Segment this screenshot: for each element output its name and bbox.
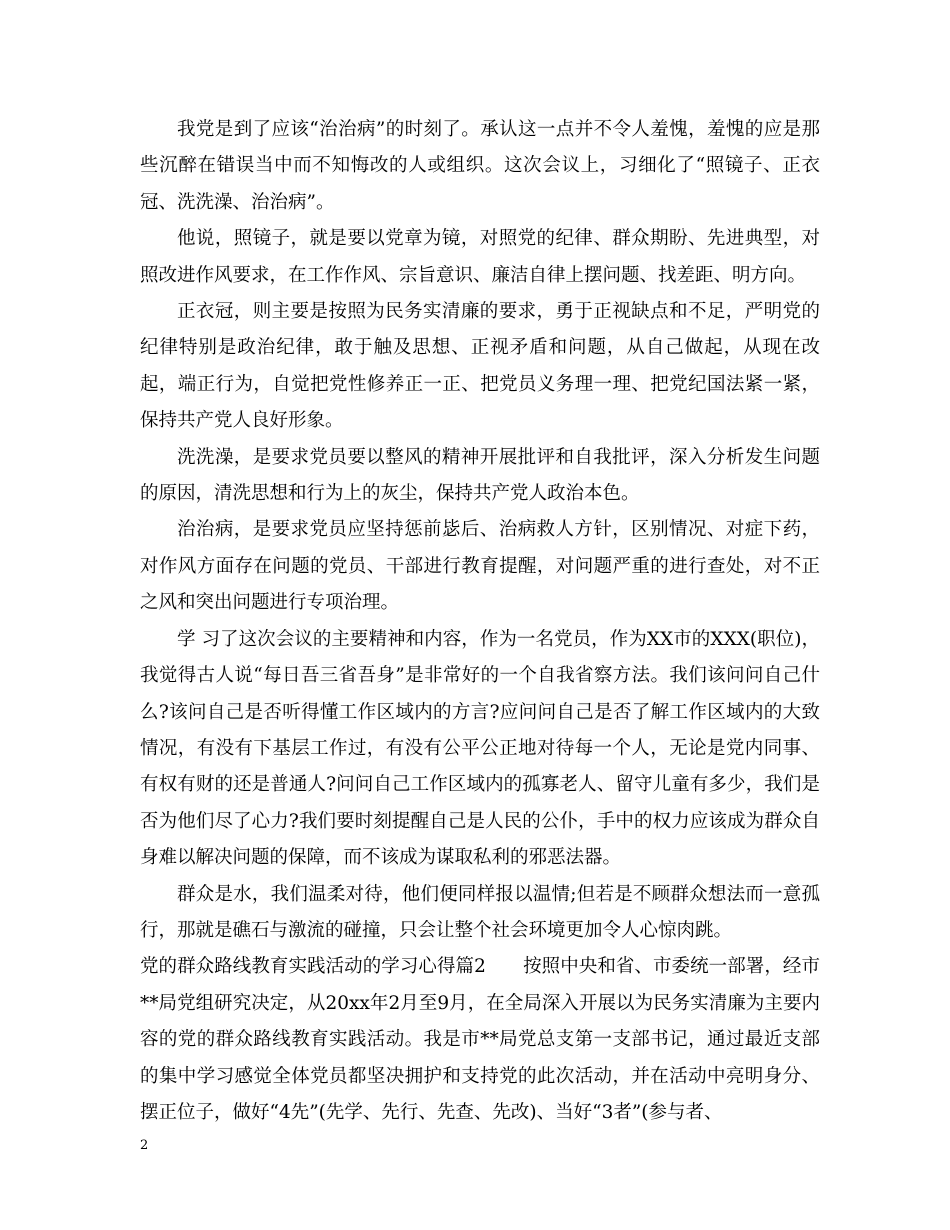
- paragraph-1: 我党是到了应该“治治病”的时刻了。承认这一点并不令人羞愧，羞愧的应是那些沉醉在错误当中而不知悔改的人或组织。这次会议上，习细化了“照镜子、正衣冠、洗洗澡、治治病”。: [140, 119, 820, 213]
- paragraph-7: 群众是水，我们温柔对待，他们便同样报以温情;但若是不顾群众想法而一意孤行，那就是礁石与激流的碰撞，只会让整个社会环境更加令人心惊肉跳。: [140, 883, 820, 941]
- paragraph-8: 党的群众路线教育实践活动的学习心得篇2 按照中央和省、市委统一部署，经市**局党组研究决定，从20xx年2月至9月，在全局深入开展以为民务实清廉为主要内容的党的群众路线教育实践活动。我是市**局党总支第一支部书记，通过最近支部的集中学习感觉全体党员都坚决拥护和支持党的此次活动，并在活动中亮明身分、摆正位子，做好“4先”(先学、先行、先查、先改)、当好“3者”(参与者、: [140, 956, 820, 1123]
- paragraph-4: 洗洗澡，是要求党员要以整风的精神开展批评和自我批评，深入分析发生问题的原因，清洗思想和行为上的灰尘，保持共产党人政治本色。: [140, 446, 820, 505]
- page-number: 2: [140, 1138, 149, 1153]
- paragraph-5: 治治病，是要求党员应坚持惩前毖后、治病救人方针，区别情况、对症下药，对作风方面存在问题的党员、干部进行教育提醒，对问题严重的进行查处，对不正之风和突出问题进行专项治理。: [140, 519, 820, 614]
- paragraph-6: 学 习了这次会议的主要精神和内容，作为一名党员，作为XX市的XXX(职位)，我觉得古人说“每日吾三省吾身”是非常好的一个自我省察方法。我们该问问自己什么?该问自己是否听得懂工作区域内的方言?应问问自己是否了解工作区域内的大致情况，有没有下基层工作过，有没有公平公正地对待每一个人，无论是党内同事、有权有财的还是普通人?问问自己工作区域内的孤寡老人、留守儿童有多少，我们是否为他们尽了心力?我们要时刻提醒自己是人民的公仆，手中的权力应该成为群众自身难以解决问题的保障，而不该成为谋取私利的邪恶法器。: [140, 628, 820, 869]
- paragraph-2: 他说，照镜子，就是要以党章为镜，对照党的纪律、群众期盼、先进典型，对照改进作风要求，在工作作风、宗旨意识、廉洁自律上摆问题、找差距、明方向。: [140, 228, 820, 286]
- document-body: [140, 112, 820, 1131]
- paragraph-3: 正衣冠，则主要是按照为民务实清廉的要求，勇于正视缺点和不足，严明党的纪律特别是政治纪律，敢于触及思想、正视矛盾和问题，从自己做起，从现在改起，端正行为，自觉把党性修养正一正、把党员义务理一理、把党纪国法紧一紧，保持共产党人良好形象。: [140, 301, 820, 432]
